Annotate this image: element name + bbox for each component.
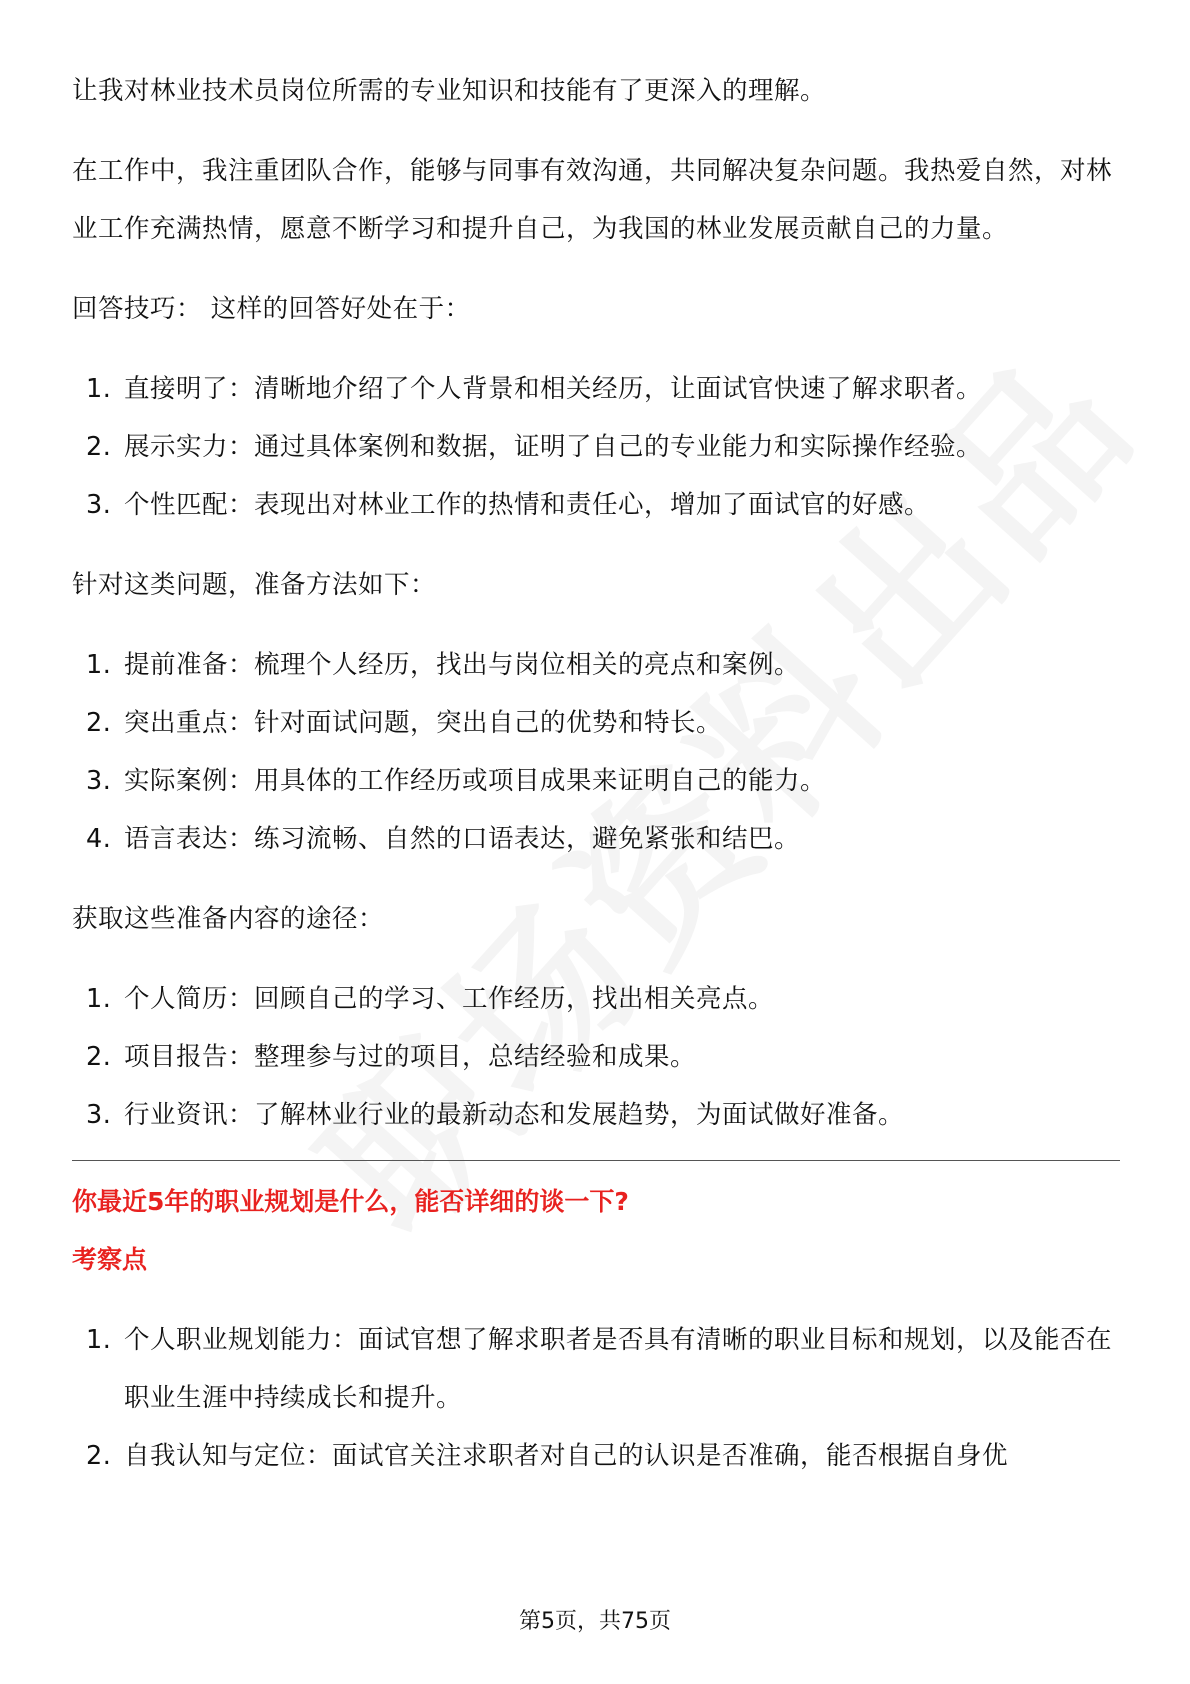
sources-list bbox=[72, 970, 1120, 1144]
list-item: 1. 直接明了：清晰地介绍了个人背景和相关经历，让面试官快速了解求职者。 bbox=[86, 374, 983, 404]
list-item: 3. 实际案例：用具体的工作经历或项目成果来证明自己的能力。 bbox=[86, 766, 827, 796]
focus-heading: 考察点 bbox=[72, 1245, 148, 1274]
list-item: 1. 个人简历：回顾自己的学习、工作经历，找出相关亮点。 bbox=[86, 984, 775, 1014]
tips-list bbox=[72, 360, 1120, 534]
intro-paragraph-tail: 让我对林业技术员岗位所需的专业知识和技能有了更深入的理解。 bbox=[72, 76, 827, 106]
focus-points-list bbox=[72, 1311, 1120, 1485]
teamwork-paragraph: 在工作中，我注重团队合作，能够与同事有效沟通，共同解决复杂问题。我热爱自然，对林业工作充满热情，愿意不断学习和提升自己，为我国的林业发展贡献自己的力量。 bbox=[72, 156, 1113, 244]
list-item: 2. 自我认知与定位：面试官关注求职者对自己的认识是否准确，能否根据自身优 bbox=[86, 1441, 1009, 1471]
list-item: 2. 项目报告：整理参与过的项目，总结经验和成果。 bbox=[86, 1042, 697, 1072]
list-item: 2. 展示实力：通过具体案例和数据，证明了自己的专业能力和实际操作经验。 bbox=[86, 432, 983, 462]
list-item: 3. 个性匹配：表现出对林业工作的热情和责任心，增加了面试官的好感。 bbox=[86, 490, 931, 520]
page-footer: 第5页，共75页 bbox=[519, 1609, 671, 1634]
tips-heading: 回答技巧： 这样的回答好处在于： bbox=[72, 294, 471, 324]
list-item: 3. 行业资讯：了解林业行业的最新动态和发展趋势，为面试做好准备。 bbox=[86, 1100, 905, 1130]
page-content bbox=[72, 62, 1120, 1485]
section-divider bbox=[72, 1160, 1120, 1161]
sources-heading: 获取这些准备内容的途径： bbox=[72, 904, 385, 934]
interview-question: 你最近5年的职业规划是什么，能否详细的谈一下? bbox=[72, 1187, 629, 1216]
list-item: 4. 语言表达：练习流畅、自然的口语表达，避免紧张和结巴。 bbox=[86, 824, 801, 854]
list-item: 1. 提前准备：梳理个人经历，找出与岗位相关的亮点和案例。 bbox=[86, 650, 801, 680]
prep-heading: 针对这类问题，准备方法如下： bbox=[72, 570, 437, 600]
list-item: 1. 个人职业规划能力：面试官想了解求职者是否具有清晰的职业目标和规划，以及能否在职业生涯中持续成长和提升。 bbox=[86, 1325, 1113, 1413]
list-item: 2. 突出重点：针对面试问题，突出自己的优势和特长。 bbox=[86, 708, 723, 738]
prep-list bbox=[72, 636, 1120, 868]
